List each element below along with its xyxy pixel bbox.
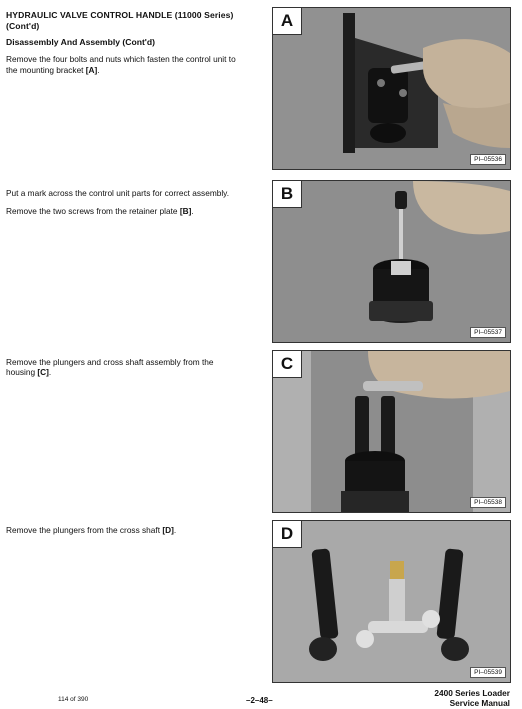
- figure-a: [272, 7, 511, 170]
- section-heading: HYDRAULIC VALVE CONTROL HANDLE (11000 Series) (Cont'd): [6, 10, 234, 31]
- figure-code: PI–05537: [470, 327, 506, 338]
- instruction-paragraph: Remove the four bolts and nuts which fasten the control unit to the mounting bracket [A].: [6, 54, 236, 75]
- instruction-paragraph: Remove the plungers and cross shaft assembly from the housing [C].: [6, 357, 214, 378]
- manual-title-line1: 2400 Series Loader: [434, 688, 510, 698]
- figure-reference: [D]: [162, 525, 174, 535]
- figure-reference: [C]: [37, 367, 49, 378]
- figure-c-photo: [273, 351, 510, 512]
- section-subheading: Disassembly And Assembly (Cont'd): [6, 37, 155, 48]
- figure-a-photo: [273, 8, 510, 169]
- instruction-paragraph: Remove the plungers from the cross shaft [D].: [6, 525, 177, 535]
- page-count: 114 of 390: [58, 696, 89, 703]
- figure-letter: A: [273, 8, 302, 35]
- instruction-text: Remove the four bolts and nuts which fasten the control unit to the mounting bracket: [6, 54, 236, 75]
- instruction-text: Remove the plungers and cross shaft assembly from the housing: [6, 357, 214, 378]
- figure-b: [272, 180, 511, 343]
- figure-reference: [B]: [179, 206, 192, 217]
- instruction-text: Remove the plungers from the cross shaft: [6, 525, 161, 535]
- page-number: –2–48–: [246, 696, 273, 705]
- step-b-text: [6, 188, 238, 225]
- step-d-text: [6, 525, 238, 543]
- figure-letter: B: [273, 181, 302, 208]
- figure-letter: C: [273, 351, 302, 378]
- figure-reference: [A]: [85, 64, 98, 75]
- instruction-paragraph: Remove the two screws from the retainer plate [B].: [6, 206, 194, 217]
- figure-d: [272, 520, 511, 683]
- figure-c: [272, 350, 511, 513]
- manual-title-line2: Service Manual: [449, 697, 510, 708]
- figure-letter: D: [273, 521, 302, 548]
- manual-title: [434, 689, 510, 709]
- figure-code: PI–05536: [470, 154, 506, 165]
- figure-d-photo: [273, 521, 510, 682]
- figure-b-photo: [273, 181, 510, 342]
- step-c-text: [6, 357, 238, 386]
- instruction-paragraph: Put a mark across the control unit parts for correct assembly.: [6, 188, 230, 198]
- step-a-text: [6, 10, 238, 83]
- instruction-text: Remove the two screws from the retainer plate: [6, 206, 178, 217]
- figure-code: PI–05539: [470, 667, 506, 678]
- figure-code: PI–05538: [470, 497, 506, 508]
